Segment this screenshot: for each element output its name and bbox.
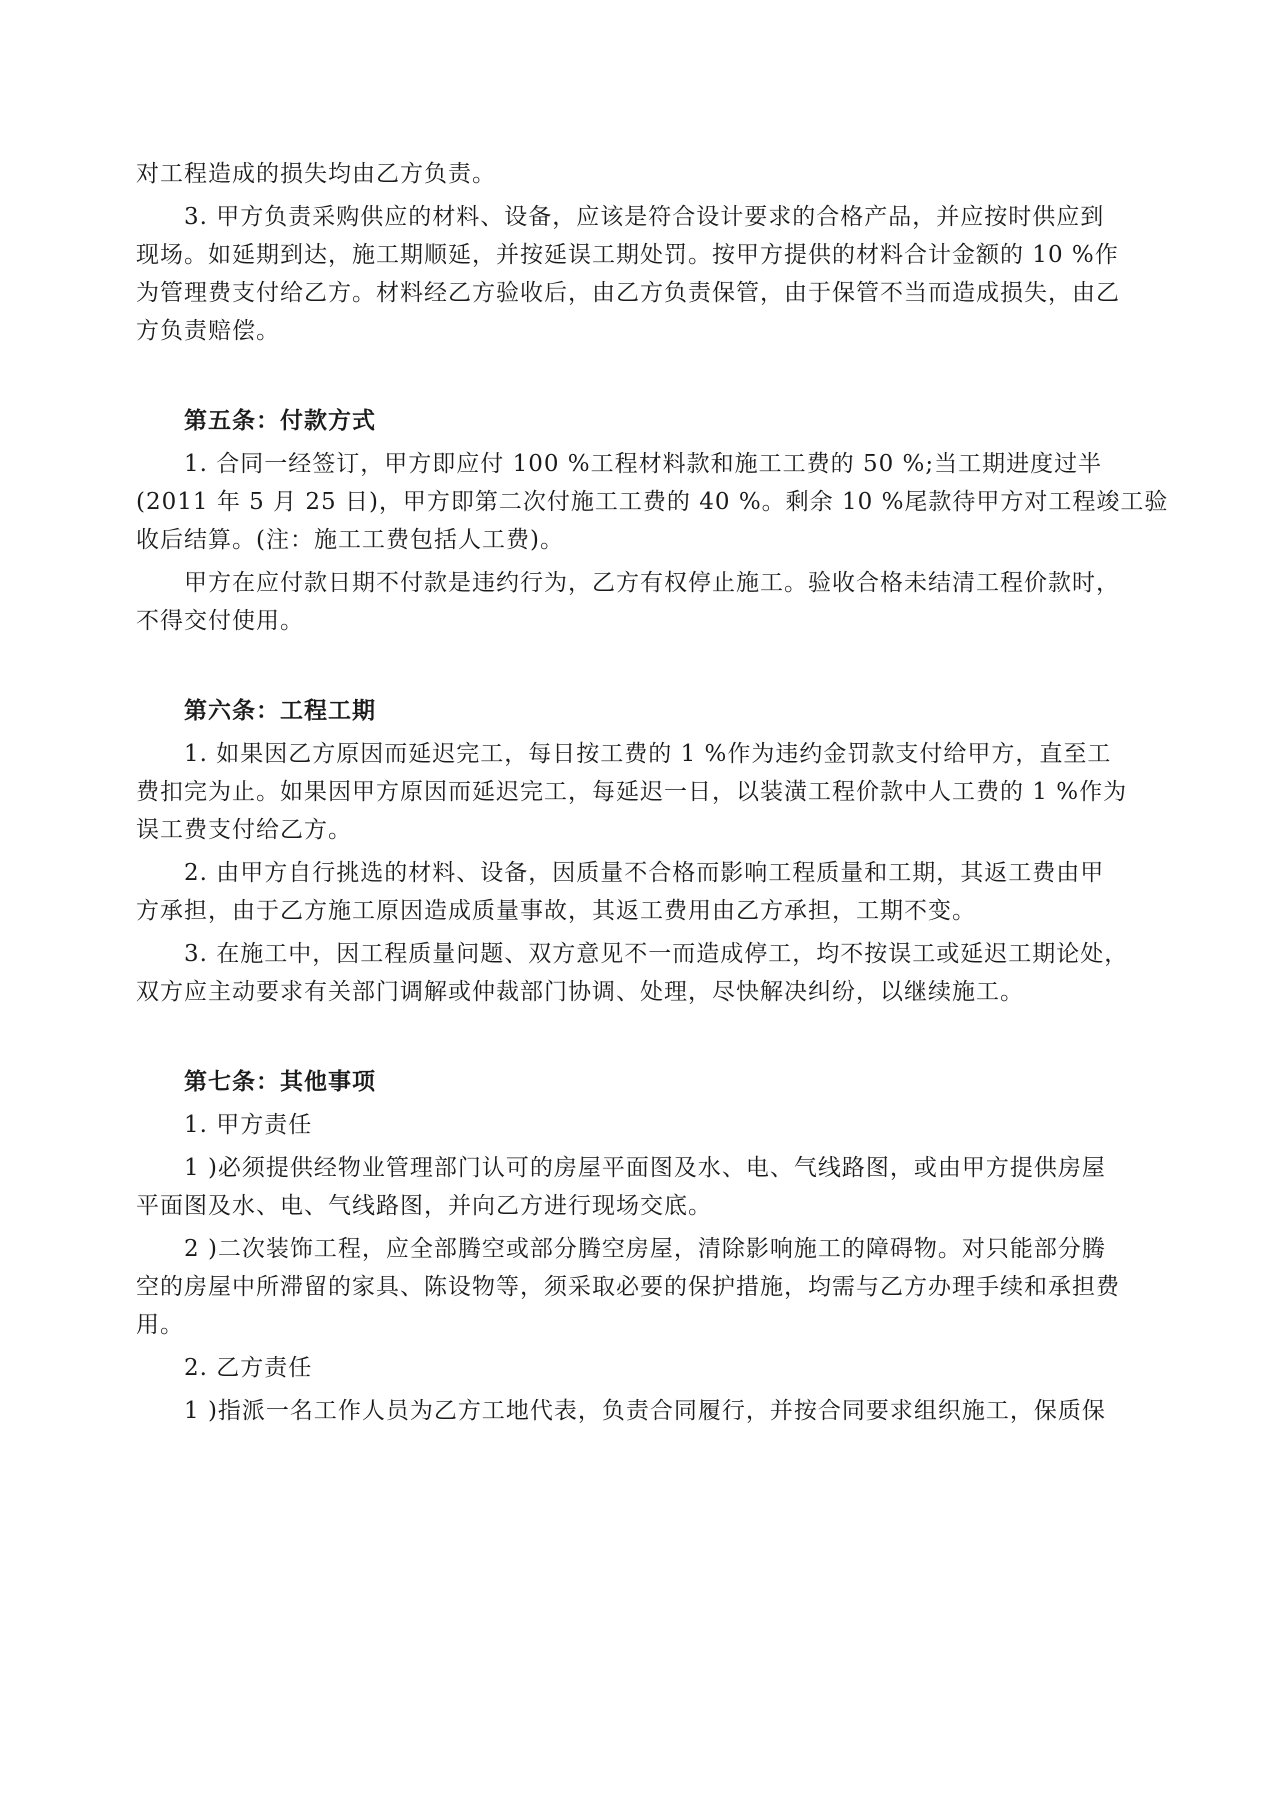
text-line: 空的房屋中所滞留的家具、陈设物等，须采取必要的保护措施，均需与乙方办理手续和承担费 bbox=[136, 1274, 1120, 1300]
text-line: 1. 合同一经签订，甲方即应付 100 %工程材料款和施工工费的 50 %;当工期进度过半 bbox=[184, 451, 1103, 477]
paragraph-party-b-duty-1 bbox=[136, 1392, 1176, 1430]
text-line: 2. 乙方责任 bbox=[184, 1355, 313, 1381]
paragraph-material-quality bbox=[136, 854, 1176, 930]
text-line: 对工程造成的损失均由乙方负责。 bbox=[136, 161, 496, 187]
paragraph-payment-default bbox=[136, 564, 1176, 640]
section-spacer bbox=[136, 1016, 1176, 1063]
text-line: 双方应主动要求有关部门调解或仲裁部门协调、处理，尽快解决纠纷，以继续施工。 bbox=[136, 979, 1024, 1005]
text-line: 现场。如延期到达，施工期顺延，并按延误工期处罚。按甲方提供的材料合计金额的 10 %作 bbox=[136, 242, 1119, 268]
text-line: (2011 年 5 月 25 日)，甲方即第二次付施工工费的 40 %。剩余 10 %尾款待甲方对工程竣工验 bbox=[136, 489, 1169, 515]
text-line: 用。 bbox=[136, 1312, 184, 1338]
paragraph-party-a-duty-1 bbox=[136, 1149, 1176, 1225]
section-title-schedule: 第六条：工程工期 bbox=[184, 697, 376, 724]
text-line: 甲方在应付款日期不付款是违约行为，乙方有权停止施工。验收合格未结清工程价款时， bbox=[184, 570, 1120, 596]
paragraph-dispute-handling bbox=[136, 935, 1176, 1011]
paragraph-intro-continuation bbox=[136, 155, 1176, 193]
text-line: 3. 在施工中，因工程质量问题、双方意见不一而造成停工，均不按误工或延迟工期论处， bbox=[184, 941, 1129, 967]
paragraph-material-supply bbox=[136, 198, 1176, 350]
section-spacer bbox=[136, 355, 1176, 402]
text-line: 2. 由甲方自行挑选的材料、设备，因质量不合格而影响工程质量和工期，其返工费由甲 bbox=[184, 860, 1105, 886]
text-line: 收后结算。(注：施工工费包括人工费)。 bbox=[136, 527, 564, 553]
paragraph-party-a-heading bbox=[136, 1106, 1176, 1144]
section-spacer bbox=[136, 645, 1176, 692]
text-line: 1. 甲方责任 bbox=[184, 1112, 313, 1138]
text-line: 不得交付使用。 bbox=[136, 608, 304, 634]
paragraph-delay-penalty bbox=[136, 735, 1176, 849]
paragraph-party-b-heading bbox=[136, 1349, 1176, 1387]
text-line: 1. 如果因乙方原因而延迟完工，每日按工费的 1 %作为违约金罚款支付给甲方，直至工 bbox=[184, 741, 1112, 767]
section-title-other-matters: 第七条：其他事项 bbox=[184, 1068, 376, 1095]
text-line: 1 )指派一名工作人员为乙方工地代表，负责合同履行，并按合同要求组织施工，保质保 bbox=[184, 1398, 1106, 1424]
section-title-payment: 第五条：付款方式 bbox=[184, 407, 376, 434]
text-line: 平面图及水、电、气线路图，并向乙方进行现场交底。 bbox=[136, 1193, 712, 1219]
text-line: 2 )二次装饰工程，应全部腾空或部分腾空房屋，清除影响施工的障碍物。对只能部分腾 bbox=[184, 1236, 1106, 1262]
text-line: 方承担，由于乙方施工原因造成质量事故，其返工费用由乙方承担，工期不变。 bbox=[136, 898, 976, 924]
document-page bbox=[136, 155, 1176, 1435]
text-line: 3. 甲方负责采购供应的材料、设备，应该是符合设计要求的合格产品，并应按时供应到 bbox=[184, 204, 1105, 230]
text-line: 误工费支付给乙方。 bbox=[136, 817, 352, 843]
text-line: 费扣完为止。如果因甲方原因而延迟完工，每延迟一日，以装潢工程价款中人工费的 1 %作为 bbox=[136, 779, 1128, 805]
text-line: 为管理费支付给乙方。材料经乙方验收后，由乙方负责保管，由于保管不当而造成损失，由乙 bbox=[136, 280, 1120, 306]
text-line: 1 )必须提供经物业管理部门认可的房屋平面图及水、电、气线路图，或由甲方提供房屋 bbox=[184, 1155, 1106, 1181]
text-line: 方负责赔偿。 bbox=[136, 318, 280, 344]
paragraph-party-a-duty-2 bbox=[136, 1230, 1176, 1344]
paragraph-payment-schedule bbox=[136, 445, 1176, 559]
